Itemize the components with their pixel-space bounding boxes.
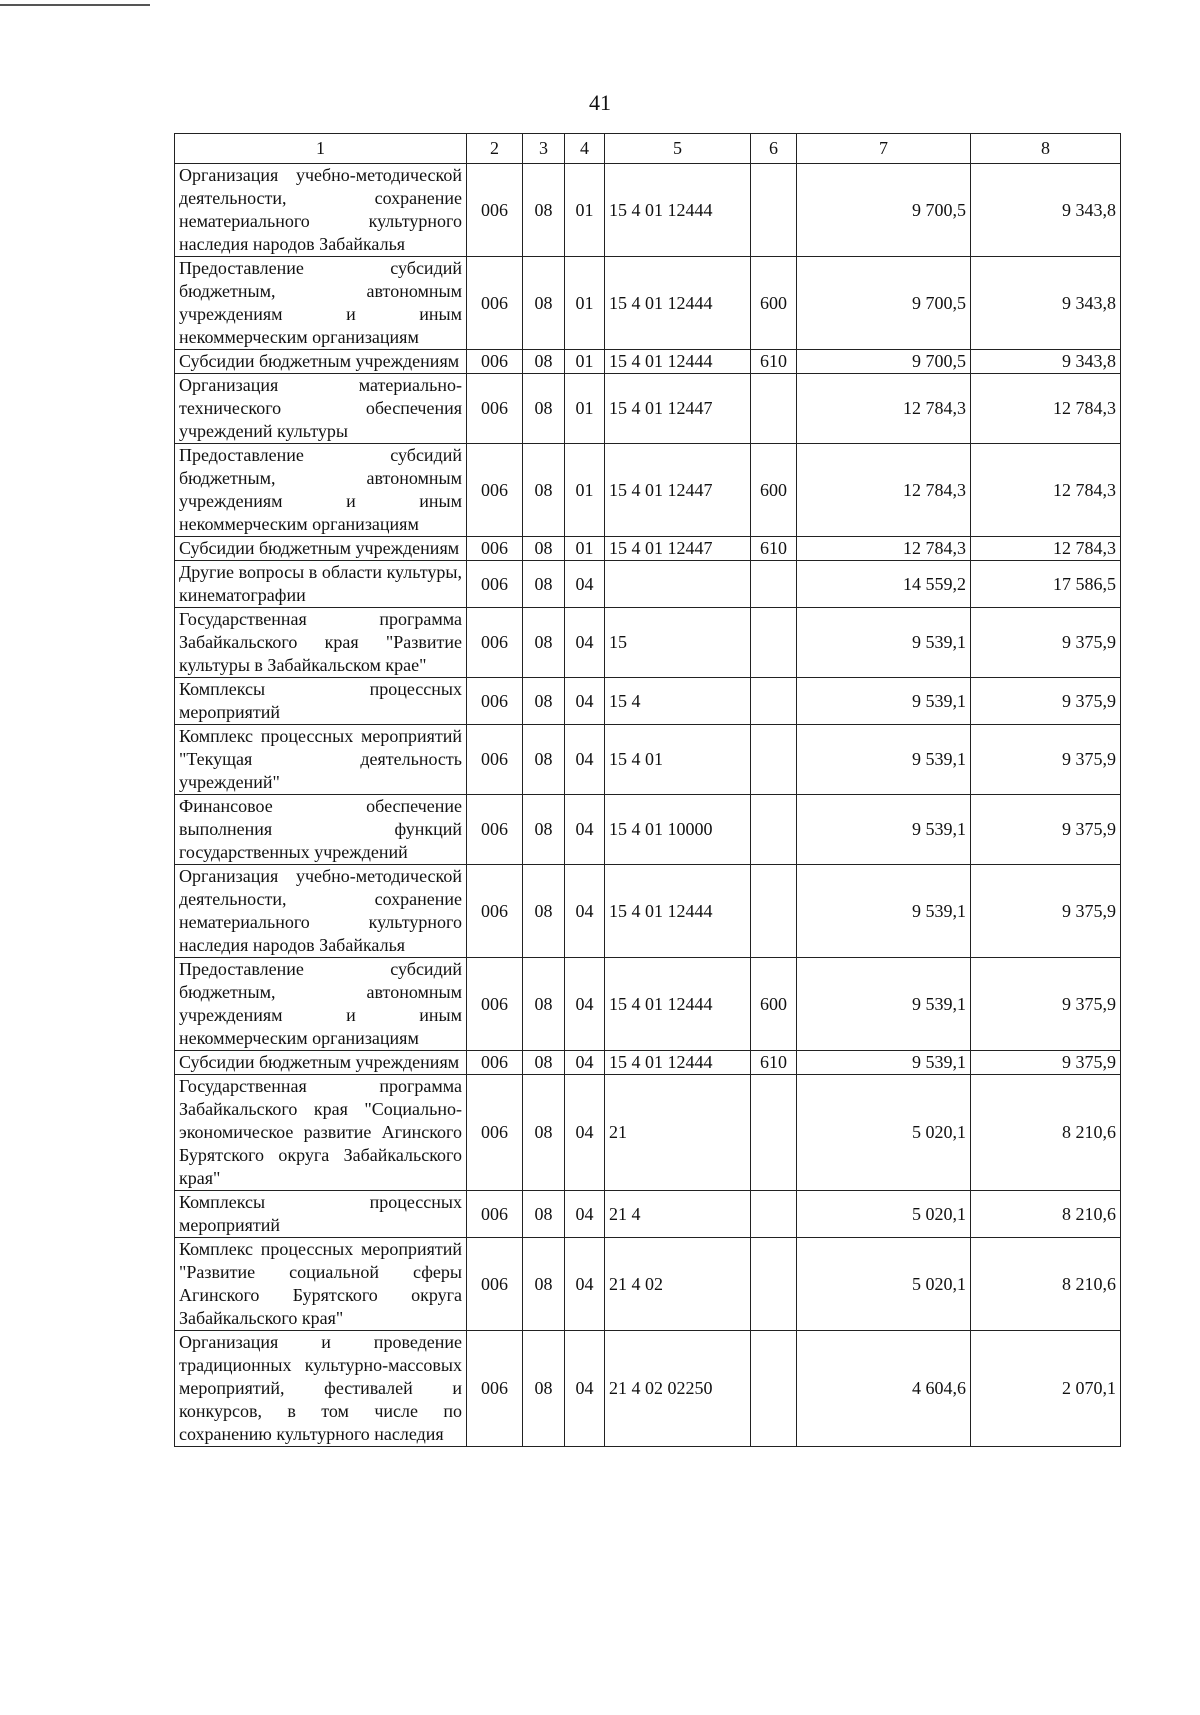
target-article-cell: 15 4 01 12444 <box>605 164 751 257</box>
amount-year2-cell: 9 343,8 <box>971 164 1121 257</box>
target-article-cell: 15 4 01 10000 <box>605 795 751 865</box>
subsection-code-cell: 04 <box>565 1331 605 1447</box>
amount-year2-cell: 9 375,9 <box>971 795 1121 865</box>
row-name-cell: Субсидии бюджетным учреждениям <box>175 350 467 374</box>
section-code-cell: 08 <box>523 795 565 865</box>
table-row <box>175 1191 1121 1238</box>
ved-code-cell: 006 <box>467 725 523 795</box>
subsection-code-cell: 01 <box>565 257 605 350</box>
section-code-cell: 08 <box>523 678 565 725</box>
amount-year1-cell: 9 539,1 <box>797 865 971 958</box>
table-row <box>175 1331 1121 1447</box>
ved-code-cell: 006 <box>467 257 523 350</box>
subsection-code-cell: 04 <box>565 865 605 958</box>
row-name-cell: Государственная программа Забайкальского края "Развитие культуры в Забайкальском крае" <box>175 608 467 678</box>
section-code-cell: 08 <box>523 608 565 678</box>
header-cell: 1 <box>175 134 467 164</box>
amount-year2-cell: 8 210,6 <box>971 1238 1121 1331</box>
ved-code-cell: 006 <box>467 1238 523 1331</box>
section-code-cell: 08 <box>523 350 565 374</box>
row-name-cell: Организация учебно-методической деятельности, сохранение нематериального культурного наследия народов Забайкалья <box>175 164 467 257</box>
ved-code-cell: 006 <box>467 1075 523 1191</box>
scan-artifact-line <box>0 4 150 6</box>
table-row <box>175 444 1121 537</box>
section-code-cell: 08 <box>523 374 565 444</box>
subsection-code-cell: 01 <box>565 444 605 537</box>
target-article-cell <box>605 561 751 608</box>
row-name-cell: Организация материально-технического обеспечения учреждений культуры <box>175 374 467 444</box>
amount-year2-cell: 8 210,6 <box>971 1075 1121 1191</box>
header-cell: 7 <box>797 134 971 164</box>
row-name-cell: Субсидии бюджетным учреждениям <box>175 537 467 561</box>
table-row <box>175 795 1121 865</box>
table-row <box>175 1051 1121 1075</box>
subsection-code-cell: 01 <box>565 350 605 374</box>
ved-code-cell: 006 <box>467 561 523 608</box>
expense-type-cell <box>751 865 797 958</box>
subsection-code-cell: 04 <box>565 608 605 678</box>
section-code-cell: 08 <box>523 1191 565 1238</box>
row-name-cell: Финансовое обеспечение выполнения функций государственных учреждений <box>175 795 467 865</box>
section-code-cell: 08 <box>523 164 565 257</box>
table-header-row <box>175 134 1121 164</box>
expense-type-cell <box>751 1331 797 1447</box>
amount-year2-cell: 12 784,3 <box>971 537 1121 561</box>
ved-code-cell: 006 <box>467 795 523 865</box>
target-article-cell: 21 4 02 02250 <box>605 1331 751 1447</box>
target-article-cell: 21 4 <box>605 1191 751 1238</box>
header-cell: 8 <box>971 134 1121 164</box>
expense-type-cell <box>751 374 797 444</box>
target-article-cell: 15 4 01 <box>605 725 751 795</box>
amount-year1-cell: 9 539,1 <box>797 725 971 795</box>
header-cell: 3 <box>523 134 565 164</box>
target-article-cell: 15 4 01 12444 <box>605 350 751 374</box>
expense-type-cell <box>751 795 797 865</box>
expense-type-cell <box>751 678 797 725</box>
section-code-cell: 08 <box>523 257 565 350</box>
target-article-cell: 15 4 01 12447 <box>605 537 751 561</box>
amount-year1-cell: 14 559,2 <box>797 561 971 608</box>
row-name-cell: Предоставление субсидий бюджетным, автономным учреждениям и иным некоммерческим организациям <box>175 958 467 1051</box>
amount-year1-cell: 9 539,1 <box>797 678 971 725</box>
target-article-cell: 15 4 01 12444 <box>605 958 751 1051</box>
ved-code-cell: 006 <box>467 374 523 444</box>
row-name-cell: Организация и проведение традиционных культурно-массовых мероприятий, фестивалей и конкурсов, в том числе по сохранению культурного наследия <box>175 1331 467 1447</box>
target-article-cell: 21 <box>605 1075 751 1191</box>
table-row <box>175 537 1121 561</box>
amount-year2-cell: 9 343,8 <box>971 350 1121 374</box>
section-code-cell: 08 <box>523 865 565 958</box>
row-name-cell: Предоставление субсидий бюджетным, автономным учреждениям и иным некоммерческим организациям <box>175 257 467 350</box>
target-article-cell: 15 4 01 12444 <box>605 1051 751 1075</box>
amount-year2-cell: 12 784,3 <box>971 444 1121 537</box>
subsection-code-cell: 01 <box>565 537 605 561</box>
amount-year1-cell: 9 700,5 <box>797 350 971 374</box>
table-row <box>175 561 1121 608</box>
amount-year2-cell: 12 784,3 <box>971 374 1121 444</box>
expense-type-cell: 610 <box>751 350 797 374</box>
table-row <box>175 1075 1121 1191</box>
amount-year2-cell: 8 210,6 <box>971 1191 1121 1238</box>
ved-code-cell: 006 <box>467 608 523 678</box>
section-code-cell: 08 <box>523 561 565 608</box>
subsection-code-cell: 04 <box>565 1075 605 1191</box>
expense-type-cell: 600 <box>751 958 797 1051</box>
amount-year2-cell: 2 070,1 <box>971 1331 1121 1447</box>
budget-table <box>174 133 1121 1447</box>
subsection-code-cell: 04 <box>565 1051 605 1075</box>
subsection-code-cell: 04 <box>565 1238 605 1331</box>
amount-year2-cell: 9 375,9 <box>971 608 1121 678</box>
amount-year1-cell: 9 539,1 <box>797 1051 971 1075</box>
ved-code-cell: 006 <box>467 444 523 537</box>
expense-type-cell: 600 <box>751 444 797 537</box>
section-code-cell: 08 <box>523 444 565 537</box>
expense-type-cell <box>751 1075 797 1191</box>
ved-code-cell: 006 <box>467 350 523 374</box>
amount-year1-cell: 5 020,1 <box>797 1191 971 1238</box>
subsection-code-cell: 04 <box>565 725 605 795</box>
expense-type-cell <box>751 164 797 257</box>
subsection-code-cell: 01 <box>565 164 605 257</box>
subsection-code-cell: 04 <box>565 795 605 865</box>
ved-code-cell: 006 <box>467 1191 523 1238</box>
table-body <box>175 164 1121 1447</box>
expense-type-cell <box>751 1238 797 1331</box>
table-row <box>175 164 1121 257</box>
ved-code-cell: 006 <box>467 537 523 561</box>
header-cell: 2 <box>467 134 523 164</box>
amount-year2-cell: 9 343,8 <box>971 257 1121 350</box>
row-name-cell: Субсидии бюджетным учреждениям <box>175 1051 467 1075</box>
ved-code-cell: 006 <box>467 958 523 1051</box>
amount-year1-cell: 4 604,6 <box>797 1331 971 1447</box>
amount-year1-cell: 9 539,1 <box>797 795 971 865</box>
header-cell: 6 <box>751 134 797 164</box>
amount-year1-cell: 9 539,1 <box>797 608 971 678</box>
row-name-cell: Другие вопросы в области культуры, кинематографии <box>175 561 467 608</box>
table-row <box>175 608 1121 678</box>
section-code-cell: 08 <box>523 958 565 1051</box>
row-name-cell: Комплексы процессных мероприятий <box>175 1191 467 1238</box>
target-article-cell: 15 4 <box>605 678 751 725</box>
expense-type-cell <box>751 1191 797 1238</box>
table-row <box>175 678 1121 725</box>
header-cell: 4 <box>565 134 605 164</box>
ved-code-cell: 006 <box>467 1331 523 1447</box>
amount-year1-cell: 9 539,1 <box>797 958 971 1051</box>
expense-type-cell <box>751 561 797 608</box>
amount-year1-cell: 9 700,5 <box>797 257 971 350</box>
amount-year2-cell: 9 375,9 <box>971 1051 1121 1075</box>
table-row <box>175 958 1121 1051</box>
section-code-cell: 08 <box>523 1051 565 1075</box>
target-article-cell: 15 <box>605 608 751 678</box>
amount-year2-cell: 9 375,9 <box>971 678 1121 725</box>
expense-type-cell: 610 <box>751 1051 797 1075</box>
row-name-cell: Комплексы процессных мероприятий <box>175 678 467 725</box>
amount-year2-cell: 9 375,9 <box>971 865 1121 958</box>
amount-year1-cell: 12 784,3 <box>797 444 971 537</box>
section-code-cell: 08 <box>523 1331 565 1447</box>
table-row <box>175 725 1121 795</box>
amount-year1-cell: 5 020,1 <box>797 1075 971 1191</box>
expense-type-cell <box>751 725 797 795</box>
row-name-cell: Организация учебно-методической деятельности, сохранение нематериального культурного наследия народов Забайкалья <box>175 865 467 958</box>
row-name-cell: Предоставление субсидий бюджетным, автономным учреждениям и иным некоммерческим организациям <box>175 444 467 537</box>
target-article-cell: 15 4 01 12447 <box>605 374 751 444</box>
expense-type-cell <box>751 608 797 678</box>
section-code-cell: 08 <box>523 1238 565 1331</box>
amount-year2-cell: 17 586,5 <box>971 561 1121 608</box>
expense-type-cell: 610 <box>751 537 797 561</box>
subsection-code-cell: 04 <box>565 958 605 1051</box>
row-name-cell: Комплекс процессных мероприятий "Текущая деятельность учреждений" <box>175 725 467 795</box>
row-name-cell: Комплекс процессных мероприятий "Развитие социальной сферы Агинского Бурятского округа Забайкальского края" <box>175 1238 467 1331</box>
amount-year1-cell: 12 784,3 <box>797 537 971 561</box>
section-code-cell: 08 <box>523 725 565 795</box>
amount-year1-cell: 9 700,5 <box>797 164 971 257</box>
table-row <box>175 257 1121 350</box>
target-article-cell: 15 4 01 12444 <box>605 257 751 350</box>
target-article-cell: 15 4 01 12447 <box>605 444 751 537</box>
ved-code-cell: 006 <box>467 1051 523 1075</box>
expense-type-cell: 600 <box>751 257 797 350</box>
section-code-cell: 08 <box>523 1075 565 1191</box>
page-number: 41 <box>589 90 611 115</box>
amount-year1-cell: 12 784,3 <box>797 374 971 444</box>
subsection-code-cell: 04 <box>565 561 605 608</box>
ved-code-cell: 006 <box>467 865 523 958</box>
table-row <box>175 350 1121 374</box>
target-article-cell: 15 4 01 12444 <box>605 865 751 958</box>
section-code-cell: 08 <box>523 537 565 561</box>
ved-code-cell: 006 <box>467 164 523 257</box>
subsection-code-cell: 01 <box>565 374 605 444</box>
amount-year1-cell: 5 020,1 <box>797 1238 971 1331</box>
row-name-cell: Государственная программа Забайкальского края "Социально-экономическое развитие Агинского Бурятского округа Забайкальского края" <box>175 1075 467 1191</box>
amount-year2-cell: 9 375,9 <box>971 725 1121 795</box>
table-row <box>175 374 1121 444</box>
header-cell: 5 <box>605 134 751 164</box>
amount-year2-cell: 9 375,9 <box>971 958 1121 1051</box>
table-row <box>175 1238 1121 1331</box>
target-article-cell: 21 4 02 <box>605 1238 751 1331</box>
subsection-code-cell: 04 <box>565 1191 605 1238</box>
subsection-code-cell: 04 <box>565 678 605 725</box>
table-row <box>175 865 1121 958</box>
ved-code-cell: 006 <box>467 678 523 725</box>
